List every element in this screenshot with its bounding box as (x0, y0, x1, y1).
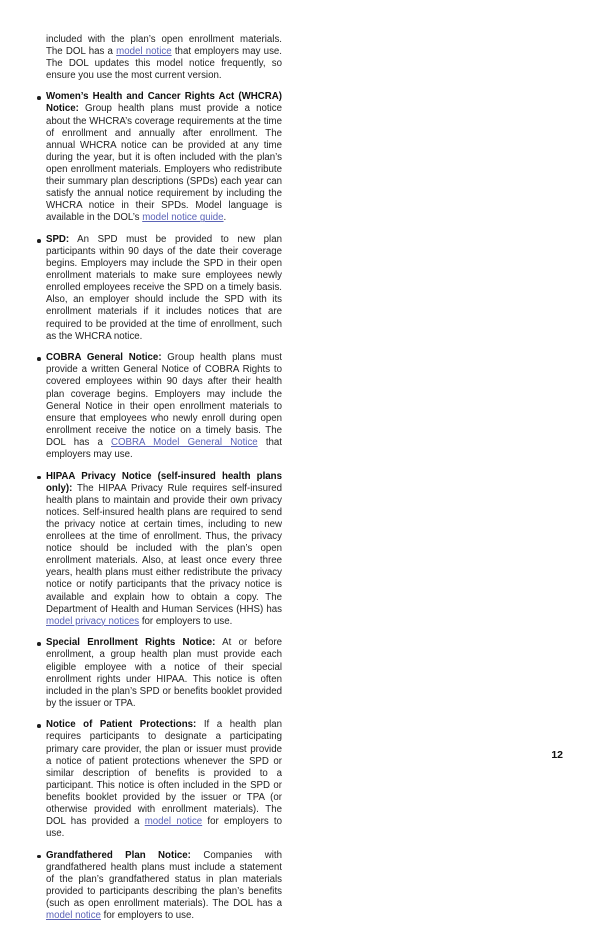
item-text: An SPD must be provided to new plan participants within 90 days of the date their coverage begins. Employers may include the SPD in their open enrollment materials to make sure employees newly enrolled employees receive the SPD on a timely basis. Also, an employer should include the SPD with its enrollment materials if it includes notices that are required to be provided at the time of enrollment, such as the WHCRA notice. (46, 233, 282, 342)
notice-list (36, 91, 282, 922)
list-item-grandfathered (36, 850, 282, 923)
patient-protections-model-notice-link[interactable]: model notice (144, 816, 203, 828)
item-term: Special Enrollment Rights Notice: (46, 637, 216, 649)
item-term: SPD: (46, 233, 70, 245)
intro-text-end: that employers may use. The DOL updates this model notice frequently, so ensure you use the most current version. (46, 46, 282, 82)
item-term: Notice of Patient Protections: (46, 719, 197, 731)
list-item-special-enrollment (36, 637, 282, 710)
item-text-end: for employers to use. (100, 910, 195, 922)
cobra-model-notice-link[interactable]: COBRA Model General Notice (111, 436, 258, 448)
page-number: 12 (551, 749, 563, 761)
model-notice-guide-link[interactable]: model notice guide (142, 212, 224, 224)
item-text: Group health plans must provide a written General Notice of COBRA Rights to covered employees within 90 days after their health plan coverage begins. Employers may include the General Notice in their open enrollment materials to ensure that employees who newly enroll during open enrollment receive the notice on a timely basis. The DOL has a (46, 352, 282, 448)
item-text: At or before enrollment, a group health plan must provide each eligible employee with a notice of their special enrollment rights under HIPAA. This notice is often included in the plan’s SPD or benefits booklet provided by the issuer or TPA. (46, 637, 282, 709)
item-text-end: for employers to use. (139, 615, 233, 627)
item-text: Companies with grandfathered health plans must include a statement of the plan’s grandfathered status in plan materials provided to participants describing the plan’s benefits (such as open enrollment materials). The DOL has a (46, 849, 282, 910)
item-term: COBRA General Notice: (46, 352, 162, 364)
intro-text: included with the plan’s open enrollment materials. The DOL has a (46, 34, 282, 58)
item-text: Group health plans must provide a notice about the WHCRA’s coverage requirements at the time of enrollment and annually after enrollment. The annual WHCRA notice can be provided at any time during the year, but it is often included with the plan’s open enrollment materials. Employers who redistribute their summary plan descriptions (SPDs) each year can satisfy the annual notice requirement by including the WHCRA notice in their SPDs. Model language is available in the DOL’s (46, 103, 282, 224)
item-text: If a health plan requires participants to designate a participating primary care provider, the plan or issuer must provide a notice of patient protections whenever the SPD or similar description of benefits is provided to a participant. This notice is often included in the SPD or benefits booklet provided by the issuer or TPA (or otherwise provided with enrollment materials). The DOL has provided a (46, 719, 283, 828)
list-item-cobra (36, 352, 282, 461)
model-privacy-notices-link[interactable]: model privacy notices (46, 615, 140, 627)
item-text-end: that employers may use. (46, 436, 282, 460)
list-item-spd (36, 234, 282, 343)
text-column (36, 34, 282, 932)
item-term: Women’s Health and Cancer Rights Act (WHCRA) Notice: (46, 91, 282, 115)
intro-paragraph (46, 34, 282, 82)
list-item-whcra (36, 91, 282, 224)
item-text-end: for employers to use. (46, 816, 282, 840)
grandfathered-model-notice-link[interactable]: model notice (46, 910, 101, 922)
item-text: The HIPAA Privacy Rule requires self-insured health plans to maintain and provide their own privacy notices. Self-insured health plans are required to send the privacy notice at certain times, including to new enrollees at the time of enrollment. Thus, the privacy notice should be included with the plan’s open enrollment materials. Also, at least once every three years, health plans must either redistribute the privacy notice or notify participants that the privacy notice is available and explain how to obtain a copy. The Department of Health and Human Services (HHS) has (46, 482, 282, 615)
list-item-patient-protections (36, 719, 282, 840)
list-item-hipaa-privacy (36, 471, 282, 628)
model-notice-link[interactable]: model notice (116, 46, 172, 58)
item-term: Grandfathered Plan Notice: (46, 849, 191, 861)
item-term: HIPAA Privacy Notice (self-insured health plans only): (46, 470, 282, 494)
item-text-end: . (223, 212, 227, 224)
